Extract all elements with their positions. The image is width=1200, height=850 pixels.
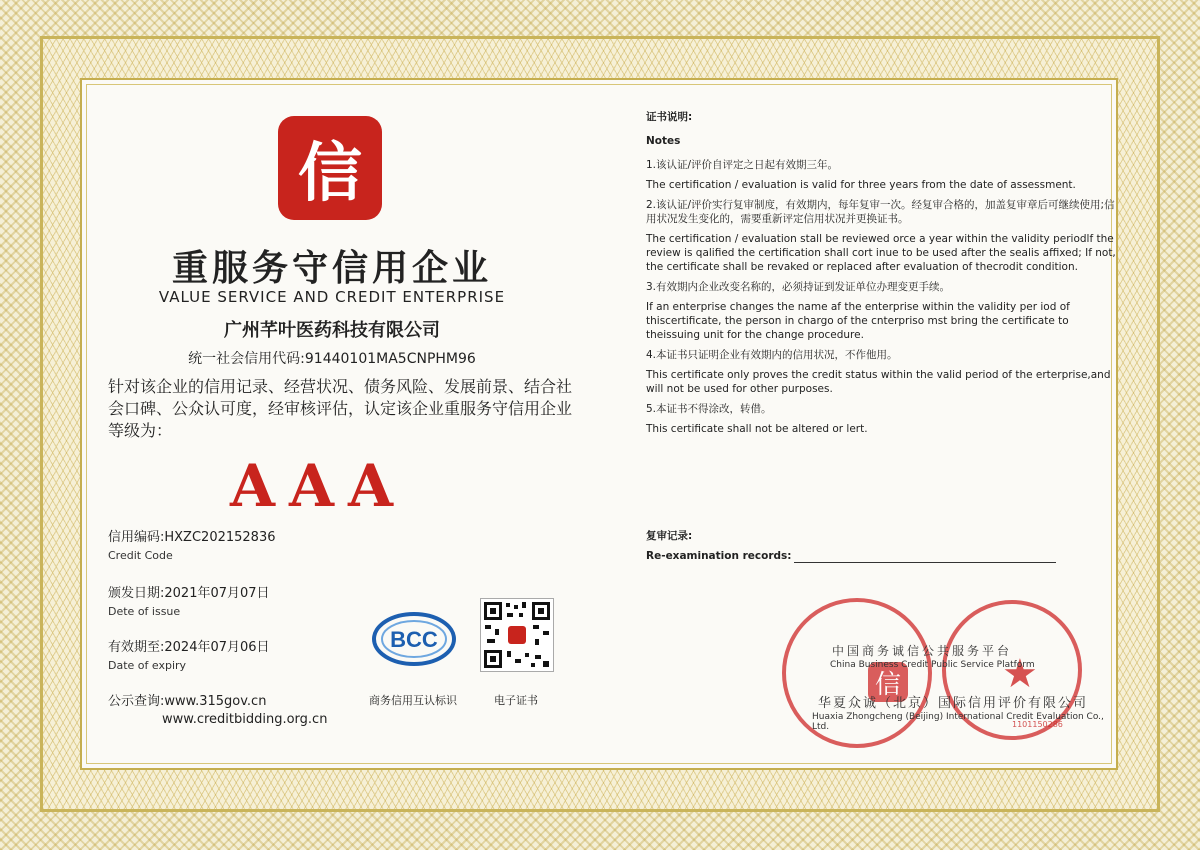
seal-logo-icon: 信	[868, 662, 908, 702]
credit-code-en: Credit Code	[108, 549, 173, 562]
left-panel	[82, 80, 642, 768]
notes-header-en: Notes	[646, 135, 681, 147]
company-name: 广州芊叶医药科技有限公司	[224, 320, 440, 341]
bcc-logo-icon	[372, 612, 456, 666]
note-2-cn: 2.该认证/评价实行复审制度，有效期内，每年复审一次。经复审合格的，加盖复审章后可继续使用;信用状况发生变化的，需要重新评定信用状况并更换证书。	[646, 199, 1115, 225]
logo-glyph: 信	[298, 136, 362, 211]
qr-code-icon[interactable]	[480, 598, 554, 672]
note-5-en: This certificate shall not be altered or lert.	[646, 423, 868, 435]
assessment-description: 针对该企业的信用记录、经营状况、债务风险、发展前景、结合社会口碑、公众认可度，经审核评估，认定该企业重服务守信用企业等级为：	[108, 377, 573, 440]
issuer-platform-en: China Business Credit Public Service Platform	[830, 660, 1035, 670]
bcc-label: 商务信用互认标识	[369, 694, 457, 707]
star-icon: ★	[1002, 651, 1038, 697]
right-panel	[642, 80, 1120, 768]
reexam-line	[794, 550, 1056, 563]
certificate-paper	[80, 78, 1118, 770]
recheck-label: 复审记录:	[646, 530, 693, 542]
issuer-company-en: Huaxia Zhongcheng (Beijing) International Credit Evaluation Co., Ltd.	[812, 712, 1104, 732]
note-4-en: This certificate only proves the credit status within the valid period of the erterprise,and will not be used for other purposes.	[646, 369, 1111, 395]
issue-date-cn: 颁发日期:2021年07月07日	[108, 586, 270, 601]
issuer-platform-cn: 中国商务诚信公共服务平台	[832, 644, 1013, 658]
expiry-date-cn: 有效期至:2024年07月06日	[108, 640, 270, 655]
notes-section	[646, 110, 1116, 442]
note-1-en: The certification / evaluation is valid for three years from the date of assessment.	[646, 179, 1076, 191]
note-1-cn: 1.该认证/评价自评定之日起有效期三年。	[646, 159, 839, 171]
note-3-en: If an enterprise changes the name af the enterprise within the validity per iod of thiscertificate, the person in chargo of the cnterpriso mst bring the certificate to theissuing unit for the change procedure.	[646, 301, 1070, 341]
unified-credit-code: 统一社会信用代码:91440101MA5CNPHM96	[188, 351, 476, 367]
expiry-date-field	[108, 636, 270, 672]
title-chinese: 重服务守信用企业	[171, 247, 492, 289]
issue-date-field	[108, 582, 270, 618]
expiry-date-en: Date of expiry	[108, 659, 187, 672]
issuer-company-cn: 华夏众诚（北京）国际信用评价有限公司	[818, 696, 1089, 711]
notes-header-cn: 证书说明:	[646, 111, 693, 123]
title-english: VALUE SERVICE AND CREDIT ENTERPRISE	[158, 288, 506, 306]
note-5-cn: 5.本证书不得涂改，转借。	[646, 403, 772, 415]
credit-logo-icon	[278, 116, 382, 220]
query-url-2[interactable]: www.creditbidding.org.cn	[162, 712, 328, 727]
note-3-cn: 3.有效期内企业改变名称的，必须持证到发证单位办理变更手续。	[646, 281, 951, 293]
issue-date-en: Dete of issue	[108, 605, 181, 618]
credit-code-cn: 信用编码:HXZC202152836	[108, 530, 276, 545]
bcc-text: BCC	[390, 627, 438, 652]
reexam-row	[646, 550, 1056, 563]
note-2-en: The certification / evaluation stall be reviewed orce a year within the validity periodlf the review is qalified the certification shall cort inue to be used after the sealis affixed; If not, the certificate shall be revaked or replaced after evaluation of thecrodit condition.	[646, 233, 1116, 273]
e-certificate-label: 电子证书	[494, 694, 538, 707]
credit-grade: AAA	[230, 452, 408, 520]
reexam-label: Re-examination records:	[646, 550, 792, 562]
query-url-1[interactable]: 公示查询:www.315gov.cn	[108, 694, 267, 709]
note-4-cn: 4.本证书只证明企业有效期内的信用状况，不作他用。	[646, 349, 898, 361]
credit-code-field	[108, 526, 275, 562]
seal-number: 1101150286	[1012, 720, 1063, 729]
